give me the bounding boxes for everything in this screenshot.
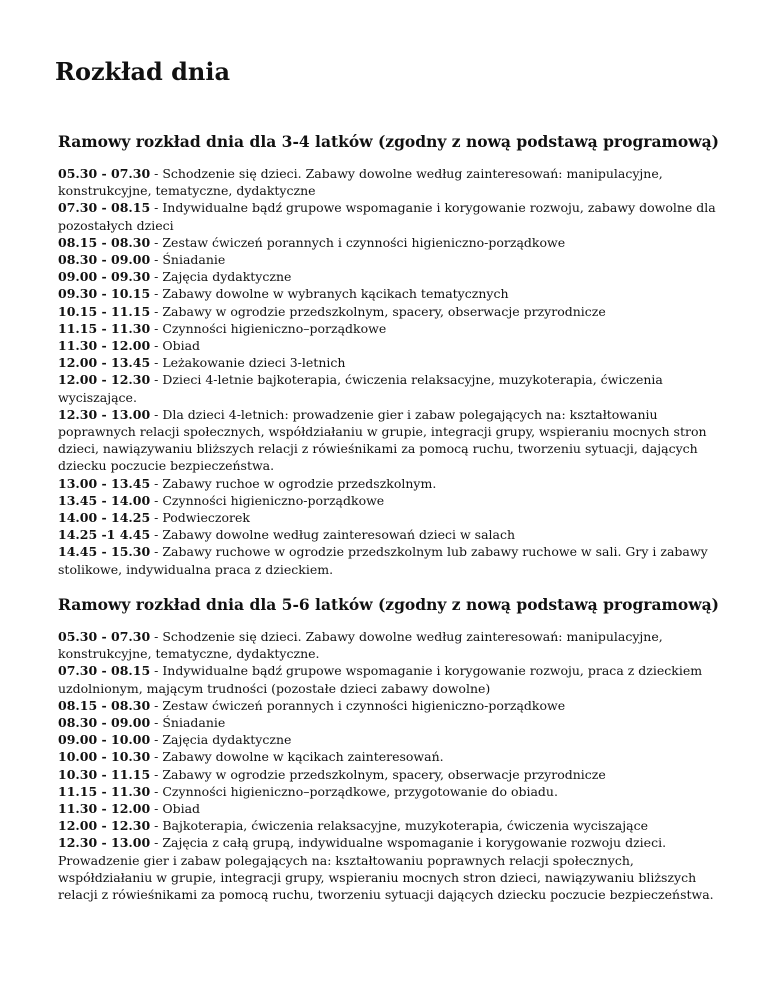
entry-time: 11.30 - 12.00 — [58, 338, 151, 354]
entry-description: - Zajęcia z całą grupą, indywidualne wspomaganie i korygowanie rozwoju dzieci. Prowadzenie gier i zabaw polegających na: kształtowaniu poprawnych relacji społecznych, współdziałaniu w grupie, integracji grupy, wspieraniu mocnych stron dzieci, nawiązywaniu bliższych relacji z rówieśnikami za pomocą ruchu, tworzeniu sytuacji dających dziecku poczucie bezpieczeństwa. — [58, 835, 714, 903]
schedule-entry — [58, 766, 718, 783]
entry-time: 13.45 - 14.00 — [58, 492, 151, 508]
schedule-entry — [58, 492, 718, 509]
entry-time: 09.00 - 10.00 — [58, 732, 151, 748]
schedule-entry — [58, 354, 718, 371]
entry-description: - Obiad — [150, 801, 201, 817]
entry-time: 11.15 - 11.30 — [58, 320, 151, 336]
schedule-entry — [58, 731, 718, 748]
entry-description: - Podwieczorek — [150, 510, 250, 526]
entry-description: - Czynności higieniczno–porządkowe — [150, 320, 387, 336]
entry-description: - Zabawy dowolne w wybranych kącikach tematycznych — [150, 286, 509, 302]
entry-time: 10.15 - 11.15 — [58, 303, 151, 319]
entry-time: 08.30 - 09.00 — [58, 715, 151, 731]
schedule-entry — [58, 199, 718, 233]
schedule-entry — [58, 800, 718, 817]
entry-time: 07.30 - 08.15 — [58, 200, 151, 216]
schedule-list-5-6 — [58, 628, 718, 903]
entry-description: - Czynności higieniczno-porządkowe — [150, 492, 385, 508]
entry-time: 11.15 - 11.30 — [58, 783, 151, 799]
entry-time: 12.00 - 13.45 — [58, 355, 151, 371]
schedule-entry — [58, 268, 718, 285]
entry-description: - Zabawy ruchowe w ogrodzie przedszkolnym lub zabawy ruchowe w sali. Gry i zabawy stolikowe, indywidualna praca z dzieckiem. — [58, 544, 708, 577]
entry-time: 05.30 - 07.30 — [58, 166, 151, 181]
entry-time: 13.00 - 13.45 — [58, 475, 151, 491]
entry-time: 14.00 - 14.25 — [58, 510, 151, 526]
entry-time: 09.30 - 10.15 — [58, 286, 151, 302]
entry-time: 10.00 - 10.30 — [58, 749, 151, 765]
schedule-entry — [58, 165, 718, 199]
entry-description: - Dla dzieci 4-letnich: prowadzenie gier i zabaw polegających na: kształtowaniu poprawnych relacji społecznych, współdziałaniu w grupie, integracji grupy, wspieraniu mocnych stron dzieci, nawiązywaniu bliższych relacji z rówieśnikami za pomocą ruchu, tworzeniu sytuacji, dających dziecku poczucie bezpieczeństwa. — [58, 406, 707, 474]
entry-description: - Obiad — [150, 338, 201, 354]
schedule-entry — [58, 662, 718, 696]
schedule-entry — [58, 714, 718, 731]
entry-time: 12.30 - 13.00 — [58, 406, 151, 422]
schedule-entry — [58, 543, 718, 577]
entry-description: - Śniadanie — [150, 715, 226, 731]
schedule-entry — [58, 628, 718, 662]
entry-time: 08.30 - 09.00 — [58, 252, 151, 268]
schedule-entry — [58, 234, 718, 251]
entry-description: - Zestaw ćwiczeń porannych i czynności higieniczno-porządkowe — [150, 234, 566, 250]
entry-time: 14.25 -1 4.45 — [58, 527, 151, 543]
schedule-entry — [58, 320, 718, 337]
entry-description: - Schodzenie się dzieci. Zabawy dowolne według zainteresowań: manipulacyjne, konstrukcyjne, tematyczne, dydaktyczne — [58, 166, 663, 199]
schedule-entry — [58, 817, 718, 834]
schedule-entry — [58, 303, 718, 320]
entry-description: - Zabawy ruchoe w ogrodzie przedszkolnym. — [150, 475, 437, 491]
schedule-entry — [58, 834, 718, 903]
entry-time: 09.00 - 09.30 — [58, 269, 151, 285]
entry-description: - Czynności higieniczno–porządkowe, przygotowanie do obiadu. — [150, 783, 558, 799]
entry-time: 10.30 - 11.15 — [58, 766, 151, 782]
schedule-list-3-4 — [58, 165, 718, 578]
entry-description: - Zabawy w ogrodzie przedszkolnym, spacery, obserwacje przyrodnicze — [150, 303, 606, 319]
schedule-entry — [58, 251, 718, 268]
schedule-entry — [58, 748, 718, 765]
entry-time: 12.30 - 13.00 — [58, 835, 151, 851]
entry-description: - Zabawy dowolne według zainteresowań dzieci w salach — [150, 527, 516, 543]
entry-time: 14.45 - 15.30 — [58, 544, 151, 560]
entry-description: - Zabawy w ogrodzie przedszkolnym, spacery, obserwacje przyrodnicze — [150, 766, 606, 782]
entry-time: 07.30 - 08.15 — [58, 663, 151, 679]
entry-description: - Schodzenie się dzieci. Zabawy dowolne według zainteresowań: manipulacyjne, konstrukcyjne, tematyczne, dydaktyczne. — [58, 629, 663, 662]
entry-description: - Śniadanie — [150, 252, 226, 268]
entry-description: - Indywidualne bądź grupowe wspomaganie i korygowanie rozwoju, praca z dzieckiem uzdolnionym, mającym trudności (pozostałe dzieci zabawy dowolne) — [58, 663, 703, 696]
section-heading-5-6: Ramowy rozkład dnia dla 5-6 latków (zgodny z nową podstawą programową) — [58, 595, 719, 614]
entry-time: 11.30 - 12.00 — [58, 801, 151, 817]
entry-time: 05.30 - 07.30 — [58, 629, 151, 644]
schedule-entry — [58, 406, 718, 475]
section-heading-3-4: Ramowy rozkład dnia dla 3-4 latków (zgodny z nową podstawą programową) — [58, 132, 719, 151]
entry-description: - Indywidualne bądź grupowe wspomaganie i korygowanie rozwoju, zabawy dowolne dla pozostałych dzieci — [58, 200, 716, 233]
entry-description: - Zajęcia dydaktyczne — [150, 269, 292, 285]
schedule-entry — [58, 783, 718, 800]
entry-time: 12.00 - 12.30 — [58, 372, 151, 388]
entry-description: - Bajkoterapia, ćwiczenia relaksacyjne, muzykoterapia, ćwiczenia wyciszające — [150, 818, 648, 834]
schedule-entry — [58, 509, 718, 526]
schedule-entry — [58, 337, 718, 354]
schedule-entry — [58, 697, 718, 714]
entry-time: 08.15 - 08.30 — [58, 697, 151, 713]
entry-description: - Leżakowanie dzieci 3-letnich — [150, 355, 346, 371]
schedule-entry — [58, 526, 718, 543]
entry-description: - Zabawy dowolne w kącikach zainteresowań. — [150, 749, 444, 765]
schedule-entry — [58, 475, 718, 492]
entry-description: - Zajęcia dydaktyczne — [150, 732, 292, 748]
entry-description: - Zestaw ćwiczeń porannych i czynności higieniczno-porządkowe — [150, 697, 566, 713]
page-title: Rozkład dnia — [55, 57, 231, 86]
schedule-entry — [58, 371, 718, 405]
schedule-entry — [58, 285, 718, 302]
entry-time: 08.15 - 08.30 — [58, 234, 151, 250]
entry-time: 12.00 - 12.30 — [58, 818, 151, 834]
entry-description: - Dzieci 4-letnie bajkoterapia, ćwiczenia relaksacyjne, muzykoterapia, ćwiczenia wyciszające. — [58, 372, 663, 405]
